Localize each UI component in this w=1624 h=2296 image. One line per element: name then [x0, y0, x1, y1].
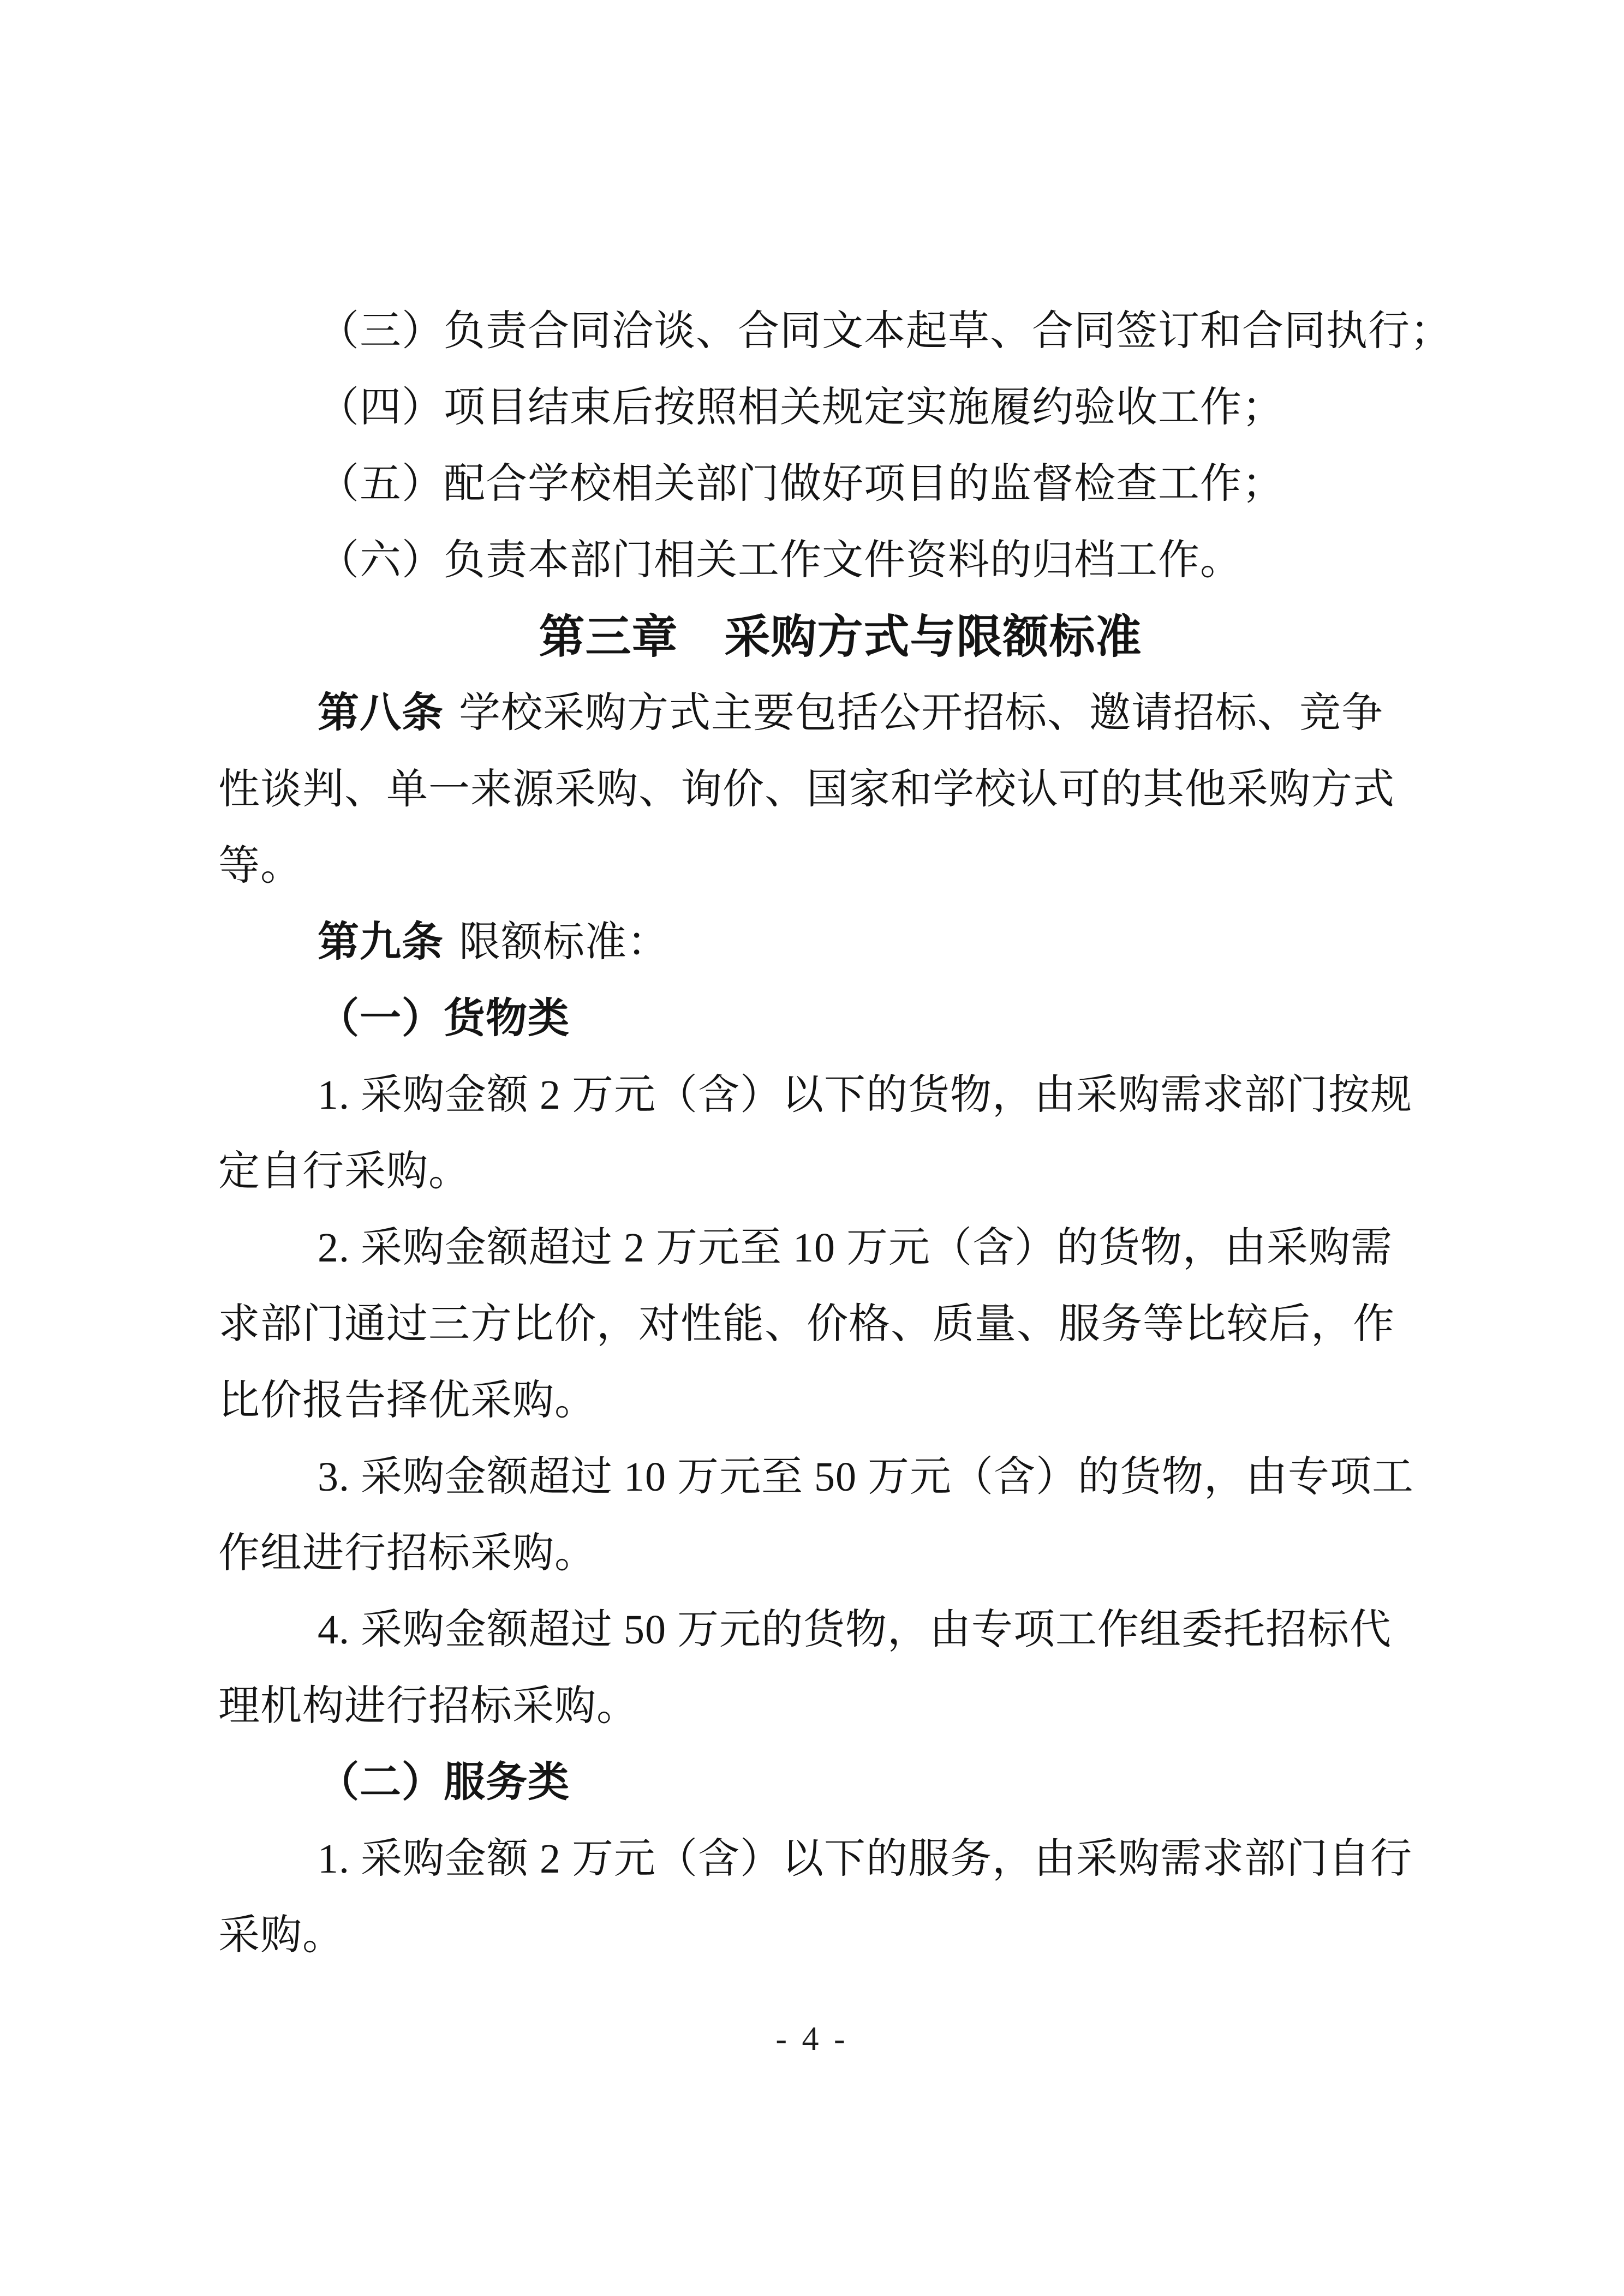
text-line: 定自行采购。 [218, 1149, 470, 1194]
text-line: 1. 采购金额 2 万元（含）以下的货物，由采购需求部门按规 [318, 1072, 1412, 1118]
text-line-article-8 [218, 675, 1462, 751]
subheading-services: （二）服务类 [318, 1759, 570, 1805]
text-line: 采购。 [218, 1912, 344, 1958]
text-line: 等。 [218, 843, 302, 889]
text-line-article-9 [218, 904, 1462, 980]
text-line: 比价报告择优采购。 [218, 1378, 596, 1424]
text-line-item-4: （四）项目结束后按照相关规定实施履约验收工作； [318, 385, 1284, 430]
text-line: 理机构进行招标采购。 [218, 1683, 638, 1729]
page-number: - 4 - [775, 2020, 849, 2058]
text-line: 作组进行招标采购。 [218, 1530, 596, 1576]
article-number: 第八条 [318, 690, 444, 736]
text-line: 求部门通过三方比价，对性能、价格、质量、服务等比较后，作 [218, 1301, 1395, 1347]
text-line: 4. 采购金额超过 50 万元的货物，由专项工作组委托招标代 [318, 1607, 1392, 1653]
text-line: 性谈判、单一来源采购、询价、国家和学校认可的其他采购方式 [218, 767, 1395, 812]
article-text: 学校采购方式主要包括公开招标、邀请招标、竞争 [459, 690, 1383, 736]
text-line-item-6: （六）负责本部门相关工作文件资料的归档工作。 [318, 537, 1242, 583]
article-text: 限额标准： [459, 919, 669, 965]
text-line-item-5: （五）配合学校相关部门做好项目的监督检查工作； [318, 461, 1284, 507]
article-number: 第九条 [318, 919, 444, 965]
subheading-goods: （一）货物类 [318, 995, 570, 1042]
document-body [218, 293, 1462, 1974]
text-line: 1. 采购金额 2 万元（含）以下的服务，由采购需求部门自行 [318, 1836, 1412, 1882]
chapter-heading: 第三章 采购方式与限额标准 [539, 611, 1142, 662]
text-line: 2. 采购金额超过 2 万元至 10 万元（含）的货物，由采购需 [318, 1225, 1393, 1271]
text-line-item-3: （三）负责合同洽谈、合同文本起草、合同签订和合同执行； [318, 308, 1452, 354]
text-line: 3. 采购金额超过 10 万元至 50 万元（含）的货物，由专项工 [318, 1454, 1414, 1500]
